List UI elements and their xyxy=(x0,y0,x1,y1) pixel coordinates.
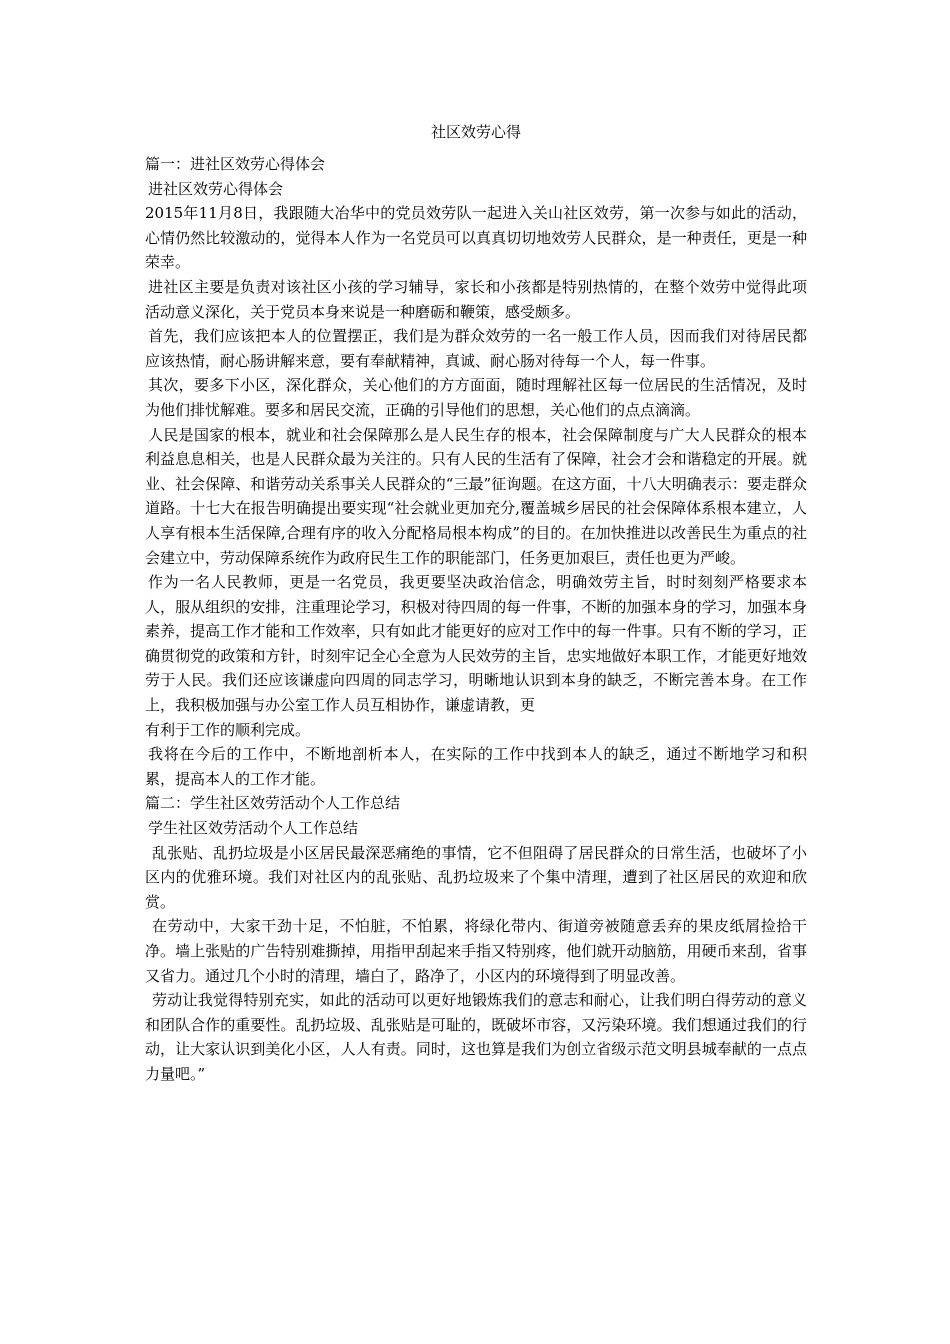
document-title: 社区效劳心得 xyxy=(430,123,521,141)
section1-heading: 篇一：进社区效劳心得体会 xyxy=(145,155,326,173)
section2-subheading: 学生社区效劳活动个人工作总结 xyxy=(148,819,359,838)
section2-paragraph-1: 乱张贴、乱扔垃圾是小区居民最深恶痛绝的事情，它不但阻碍了居民群众的日常生活，也破坏了小区内的优雅环境。我们对社区内的乱张贴、乱扔垃圾来了个集中清理，遭到了社区居民的欢迎和欣赏。 xyxy=(145,843,807,911)
section1-paragraph-6: 作为一名人民教师，更是一名党员，我更要坚决政治信念，明确效劳主旨，时时刻刻严格要求本人，服从组织的安排，注重理论学习，积极对待四周的每一件事，不断的加强本身的学习，加强本身素养，提高工作才能和工作效率，只有如此才能更好的应对工作中的每一件事。只有不断的学习，正确贯彻党的政策和方针，时刻牢记全心全意为人民效劳的主旨，忠实地做好本职工作，才能更好地效劳于人民。我们还应该谦虚向四周的同志学习，明晰地认识到本身的缺乏，不断完善本身。在工作上，我积极加强与办公室工作人员互相协作，谦虚请教，更 xyxy=(145,573,807,715)
section2-paragraph-3: 劳动让我觉得特别充实，如此的活动可以更好地锻炼我们的意志和耐心，让我们明白得劳动的意义和团队合作的重要性。乱扔垃圾、乱张贴是可耻的，既破坏市容，又污染环境。我们想通过我们的行动，让大家认识到美化小区，人人有责。同时，这也算是我们为创立省级示范文明县城奉献的一点点力量吧。” xyxy=(145,991,807,1083)
section1-paragraph-5: 人民是国家的根本，就业和社会保障那么是人民生存的根本，社会保障制度与广大人民群众的根本利益息息相关，也是人民群众最为关注的。只有人民的生活有了保障，社会才会和谐稳定的开展。就业、社会保障、和谐劳动关系事关人民群众的“三最”征询题。在这方面，十八大明确表示：要走群众道路。十七大在报告明确提出要实现“社会就业更加充分,覆盖城乡居民的社会保障体系根本建立，人人享有根本生活保障,合理有序的收入分配格局根本构成”的目的。在加快推进以改善民生为重点的社会建立中，劳动保障系统作为政府民生工作的职能部门，任务更加艰巨，责任也更为严峻。 xyxy=(145,425,807,567)
section1-paragraph-3: 首先，我们应该把本人的位置摆正，我们是为群众效劳的一名一般工作人员，因而我们对待居民都应该热情，耐心肠讲解来意，要有奉献精神，真诚、耐心肠对待每一个人，每一件事。 xyxy=(145,327,807,370)
section1-paragraph-4: 其次，要多下小区，深化群众，关心他们的方方面面，随时理解社区每一位居民的生活情况，及时为他们排忧解难。要多和居民交流，正确的引导他们的思想，关心他们的点点滴滴。 xyxy=(145,376,807,419)
section1-paragraph-2: 进社区主要是负责对该社区小孩的学习辅导，家长和小孩都是特别热情的，在整个效劳中觉得此项活动意义深化，关于党员本身来说是一种磨砺和鞭策，感受颇多。 xyxy=(145,277,807,321)
section2-heading: 篇二：学生社区效劳活动个人工作总结 xyxy=(145,794,401,813)
section1-paragraph-1: 2015年11月8日，我跟随大冶华中的党员效劳队一起进入关山社区效劳，第一次参与如此的活动，心情仍然比较激动的，觉得本人作为一名党员可以真真切切地效劳人民群众，是一种责任，更是一种荣幸。 xyxy=(145,204,807,272)
section1-paragraph-8: 我将在今后的工作中，不断地剖析本人，在实际的工作中找到本人的缺乏，通过不断地学习和积累，提高本人的工作才能。 xyxy=(145,745,807,788)
document-page xyxy=(145,120,807,1087)
section1-subheading: 进社区效劳心得体会 xyxy=(148,179,284,198)
section1-paragraph-7: 有利于工作的顺利完成。 xyxy=(145,720,311,739)
section2-paragraph-2: 在劳动中，大家干劲十足，不怕脏，不怕累，将绿化带内、街道旁被随意丢弃的果皮纸屑捡拾干净。墙上张贴的广告特别难撕掉，用指甲刮起来手指又特别疼，他们就开动脑筋，用硬币来刮，省事又省力。通过几个小时的清理，墙白了，路净了，小区内的环境得到了明显改善。 xyxy=(145,917,807,985)
